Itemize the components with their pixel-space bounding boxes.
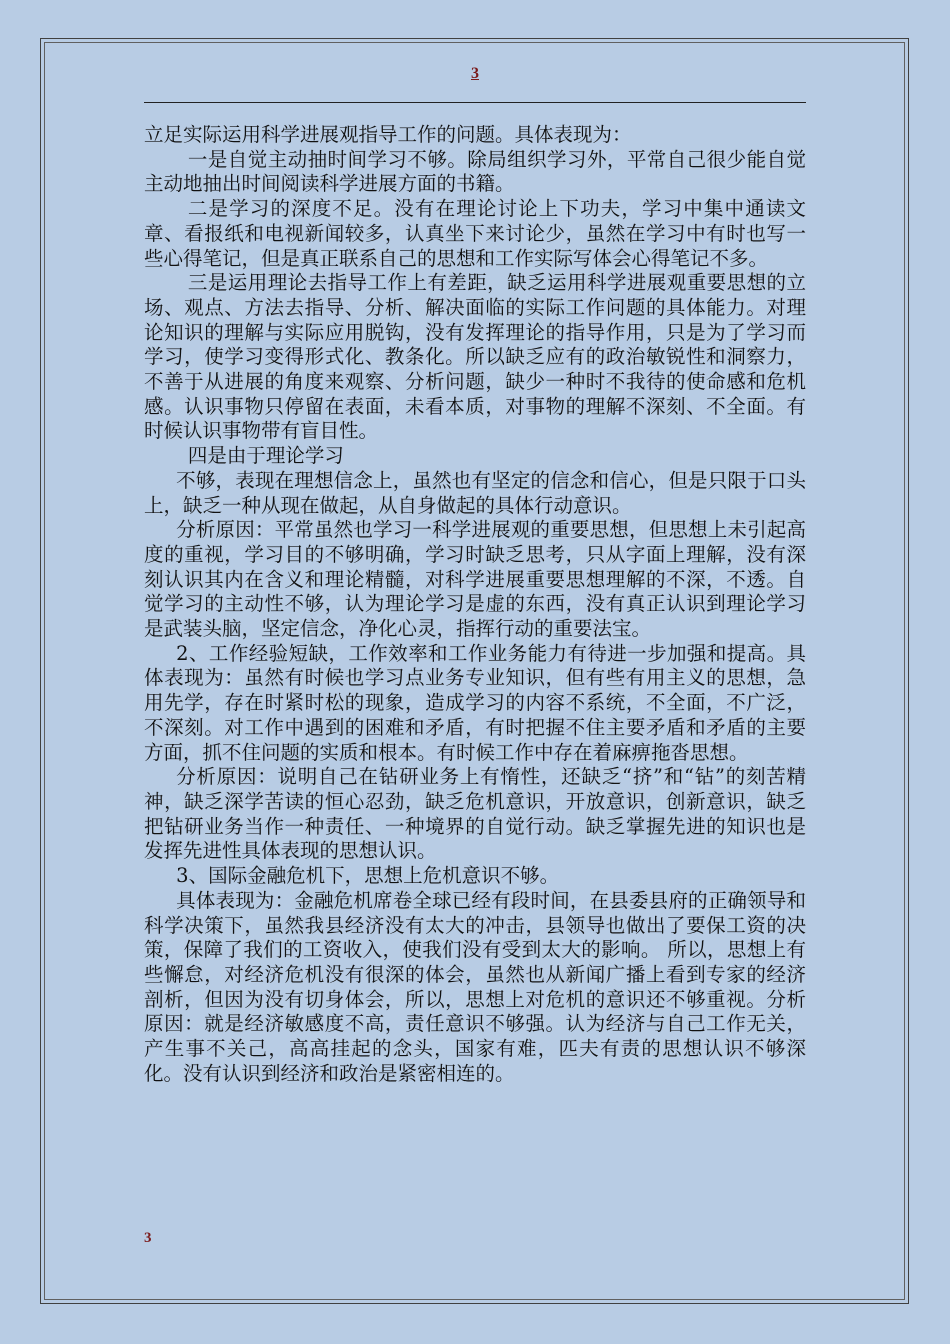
paragraph: 不够，表现在理想信念上，虽然也有坚定的信念和信心，但是只限于口头上，缺乏一种从现在做起，从自身做起的具体行动意识。	[144, 468, 806, 517]
footer-page-number: 3	[144, 1230, 152, 1246]
paragraph: 三是运用理论去指导工作上有差距，缺乏运用科学进展观重要思想的立场、观点、方法去指导、分析、解决面临的实际工作问题的具体能力。对理论知识的理解与实际应用脱钩，没有发挥理论的指导作用，只是为了学习而学习，使学习变得形式化、教条化。所以缺乏应有的政治敏锐性和洞察力，不善于从进展的角度来观察、分析问题，缺少一种时不我待的使命感和危机感。认识事物只停留在表面，未看本质，对事物的理解不深刻、不全面。有时候认识事物带有盲目性。	[144, 271, 806, 443]
paragraph: 具体表现为：金融危机席卷全球已经有段时间，在县委县府的正确领导和科学决策下，虽然我县经济没有太大的冲击，县领导也做出了要保工资的决策，保障了我们的工资收入，使我们没有受到太大的影响。 所以，思想上有些懈怠，对经济危机没有很深的体会，虽然也从新闻广播上看到专家的经济剖析，但因为没有切身体会，所以，思想上对危机的意识还不够重视。分析原因：就是经济敏感度不高，责任意识不够强。认为经济与自己工作无关，产生事不关己，高高挂起的念头，国家有难，匹夫有责的思想认识不够深化。没有认识到经济和政治是紧密相连的。	[144, 888, 806, 1085]
header-page-number: 3	[471, 65, 479, 82]
paragraph: 分析原因：平常虽然也学习一科学进展观的重要思想，但思想上未引起高度的重视，学习目的不够明确，学习时缺乏思考，只从字面上理解，没有深刻认识其内在含义和理论精髓，对科学进展重要思想理解的不深，不透。自觉学习的主动性不够，认为理论学习是虚的东西，没有真正认识到理论学习是武装头脑，坚定信念，净化心灵，指挥行动的重要法宝。	[144, 518, 806, 641]
header-rule	[144, 102, 806, 103]
document-body	[144, 123, 806, 1086]
paragraph: 立足实际运用科学进展观指导工作的问题。具体表现为：	[144, 123, 632, 146]
paragraph: 2、工作经验短缺，工作效率和工作业务能力有待进一步加强和提高。具体表现为：虽然有时候也学习点业务专业知识，但有些有用主义的思想，急用先学，存在时紧时松的现象，造成学习的内容不系统，不全面，不广泛，不深刻。对工作中遇到的困难和矛盾，有时把握不住主要矛盾和矛盾的主要方面，抓不住问题的实质和根本。有时候工作中存在着麻痹拖沓思想。	[144, 641, 806, 764]
paragraph: 二是学习的深度不足。没有在理论讨论上下功夫，学习中集中通读文章、看报纸和电视新闻较多，认真坐下来讨论少，虽然在学习中有时也写一些心得笔记，但是真正联系自己的思想和工作实际写体会心得笔记不多。	[144, 197, 806, 270]
paragraph-heading: 四是由于理论学习	[187, 444, 344, 468]
paragraph-heading: 3、国际金融危机下，思想上危机意识不够。	[176, 864, 560, 888]
paragraph: 分析原因：说明自己在钻研业务上有惰性，还缺乏“挤”和“钻”的刻苦精神，缺乏深学苦读的恒心忍劲，缺乏危机意识，开放意识，创新意识，缺乏把钻研业务当作一种责任、一种境界的自觉行动。缺乏掌握先进的知识也是发挥先进性具体表现的思想认识。	[144, 765, 806, 863]
paragraph: 一是自觉主动抽时间学习不够。除局组织学习外，平常自己很少能自觉主动地抽出时间阅读科学进展方面的书籍。	[144, 147, 806, 196]
